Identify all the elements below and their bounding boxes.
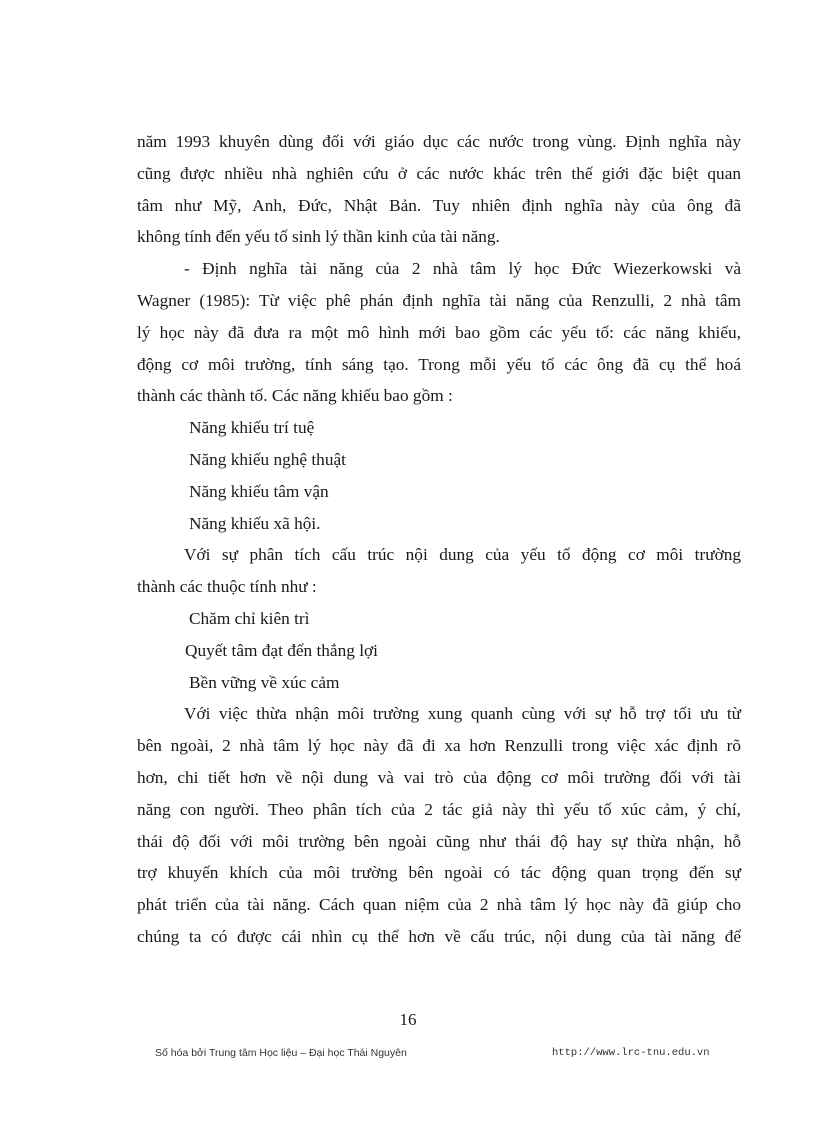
list-item: Quyết tâm đạt đến thắng lợi bbox=[185, 640, 378, 660]
text-line: trợ khuyến khích của môi trường bên ngoài có tác động quan trọng đến sự bbox=[137, 863, 741, 883]
text-line: động cơ môi trường, tính sáng tạo. Trong mỗi yếu tố các ông đã cụ thể hoá bbox=[137, 354, 741, 374]
list-item: Năng khiếu trí tuệ bbox=[189, 418, 315, 438]
footer-source: Số hóa bởi Trung tâm Học liệu – Đại học Thái Nguyên bbox=[155, 1047, 407, 1059]
text-line: lý học này đã đưa ra một mô hình mới bao gồm các yếu tố: các năng khiếu, bbox=[137, 322, 741, 342]
text-line: thành các thuộc tính như : bbox=[137, 577, 317, 597]
text-line: cũng được nhiều nhà nghiên cứu ở các nước khác trên thế giới đặc biệt quan bbox=[137, 163, 741, 183]
text-line: chúng ta có được cái nhìn cụ thể hơn về cấu trúc, nội dung của tài năng để bbox=[137, 926, 741, 946]
list-item: Bền vững về xúc cảm bbox=[189, 672, 340, 692]
text-line: - Định nghĩa tài năng của 2 nhà tâm lý học Đức Wiezerkowski và bbox=[184, 259, 741, 279]
list-item: Năng khiếu xã hội. bbox=[189, 513, 321, 533]
list-item: Chăm chỉ kiên trì bbox=[189, 608, 310, 628]
text-line: năng con người. Theo phân tích của 2 tác giả này thì yếu tố xúc cảm, ý chí, bbox=[137, 799, 741, 819]
text-line: Với sự phân tích cấu trúc nội dung của yếu tố động cơ môi trường bbox=[184, 545, 741, 565]
list-item: Năng khiếu tâm vận bbox=[189, 481, 329, 501]
text-line: năm 1993 khuyên dùng đối với giáo dục các nước trong vùng. Định nghĩa này bbox=[137, 132, 741, 151]
text-line: thái độ đối với môi trường bên ngoài cũng như thái độ hay sự thừa nhận, hỗ bbox=[137, 831, 741, 851]
text-line: Với việc thừa nhận môi trường xung quanh cùng với sự hỗ trợ tối ưu từ bbox=[184, 704, 741, 724]
text-line: thành các thành tố. Các năng khiếu bao gồm : bbox=[137, 386, 453, 406]
text-line: không tính đến yếu tố sinh lý thần kinh của tài năng. bbox=[137, 227, 500, 247]
list-item: Năng khiếu nghệ thuật bbox=[189, 449, 346, 469]
footer-url: http://www.lrc-tnu.edu.vn bbox=[552, 1047, 710, 1059]
text-line: tâm như Mỹ, Anh, Đức, Nhật Bản. Tuy nhiên định nghĩa này của ông đã bbox=[137, 195, 741, 215]
text-line: Wagner (1985): Từ việc phê phán định nghĩa tài năng của Renzulli, 2 nhà tâm bbox=[137, 290, 741, 310]
text-line: hơn, chi tiết hơn về nội dung và vai trò của động cơ môi trường đối với tài bbox=[137, 767, 741, 787]
text-line: bên ngoài, 2 nhà tâm lý học này đã đi xa hơn Renzulli trong việc xác định rõ bbox=[137, 736, 741, 756]
page-number: 16 bbox=[399, 1010, 417, 1029]
text-line: phát triển của tài năng. Cách quan niệm của 2 nhà tâm lý học này đã giúp cho bbox=[137, 895, 741, 915]
body-text bbox=[137, 126, 741, 953]
